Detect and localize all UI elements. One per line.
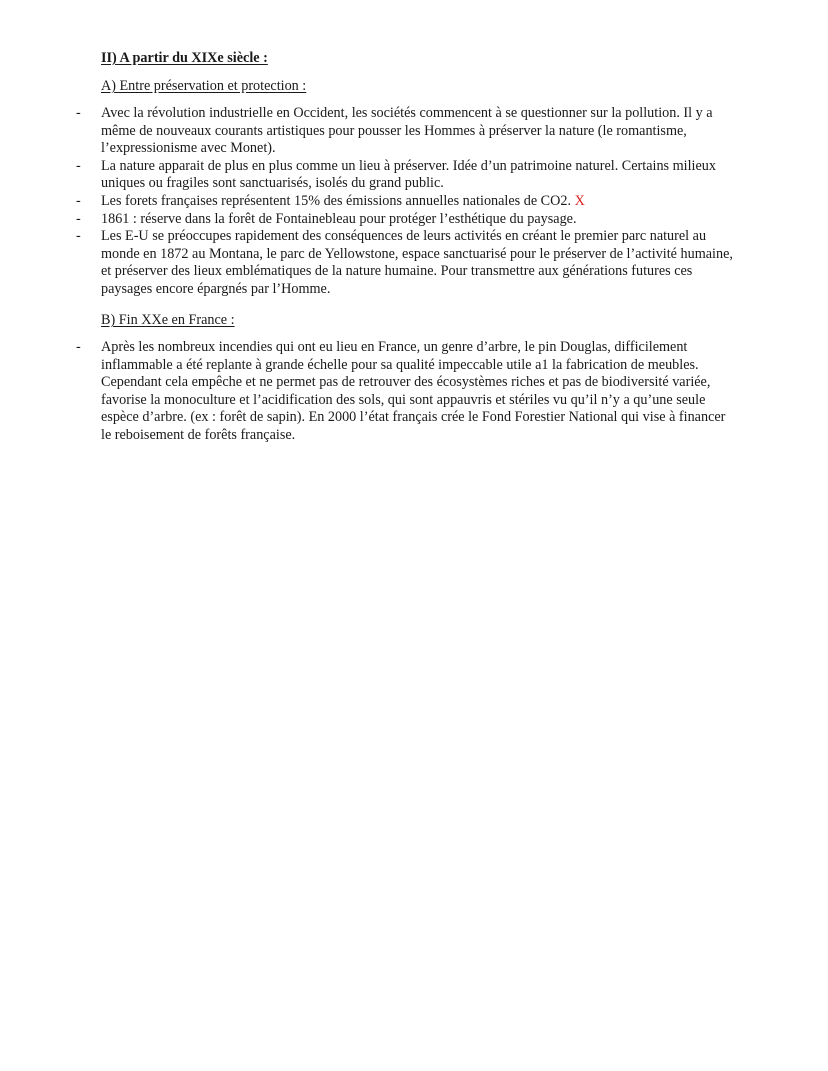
list-item-text: Les forets françaises représentent 15% des émissions annuelles nationales de CO2. (101, 192, 572, 209)
list-item-text: Les E-U se préoccupes rapidement des conséquences de leurs activités en créant le premier parc naturel au monde en 1872 au Montana, le parc de Yellowstone, espace sanctuarisé pour le préserver de l’activité humaine, et préserver des lieux emblématiques de la nature humaine. Pour transmettre aux générations futures ces paysages encore épargnés par l’Homme. (101, 228, 733, 297)
bullet: - (76, 228, 81, 245)
list-item (0, 211, 828, 229)
red-x-mark: X (574, 192, 585, 209)
list-item-text: Avec la révolution industrielle en Occident, les sociétés commencent à se questionner sur la pollution. Il y a même de nouveaux courants artistiques pour pousser les Hommes à préserver la nature (le romantisme, l’expressionisme avec Monet). (101, 105, 713, 157)
subsection-b-list (0, 339, 828, 445)
list-item (0, 158, 828, 193)
list-item (0, 228, 828, 298)
section-heading: II) A partir du XIXe siècle : (101, 50, 268, 66)
bullet: - (76, 210, 81, 227)
list-item (0, 193, 828, 211)
bullet: - (76, 339, 81, 355)
list-item (0, 339, 828, 445)
subsection-a-title: A) Entre préservation et protection : (101, 78, 307, 94)
subsection-a-list (0, 105, 828, 299)
list-item-text: Après les nombreux incendies qui ont eu lieu en France, un genre d’arbre, le pin Douglas, difficilement inflammable a été replante à grande échelle pour sa qualité impeccable utile a1 la fabrication de meubles. Cependant cela empêche et ne permet pas de retrouver des écosystèmes riches et pas de biodiversité variée, favorise la monoculture et l’acidification des sols, qui sont appauvris et stériles vu qu’il n’y a qu’une seule espèce d’arbre. (ex : forêt de sapin). En 2000 l’état français crée le Fond Forestier National qui vise à financer le reboisement de forêts française. (101, 339, 726, 443)
bullet: - (76, 157, 81, 174)
bullet: - (76, 105, 81, 121)
list-item-text: 1861 : réserve dans la forêt de Fontainebleau pour protéger l’esthétique du paysage. (101, 210, 577, 227)
bullet: - (76, 192, 81, 209)
subsection-b-title: B) Fin XXe en France : (101, 312, 235, 328)
list-item (0, 105, 828, 158)
list-item-text: La nature apparait de plus en plus comme un lieu à préserver. Idée d’un patrimoine naturel. Certains milieux uniques ou fragiles sont sanctuarisés, isolés du grand public. (101, 157, 716, 192)
list-item-text-wrap (101, 193, 739, 211)
